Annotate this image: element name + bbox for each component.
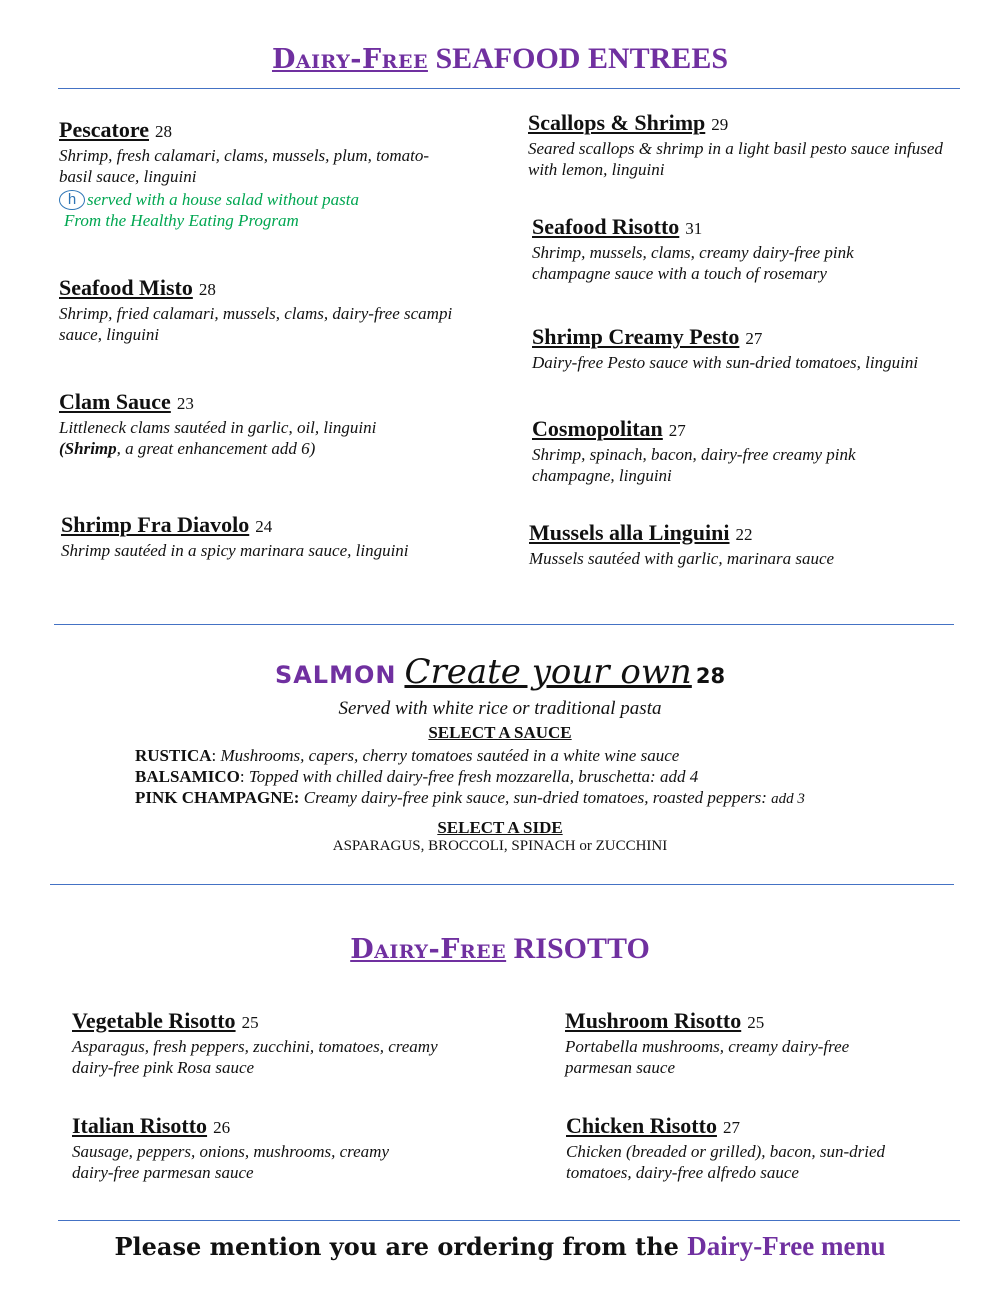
note-shrimp: Shrimp — [64, 439, 117, 458]
item-description: Sausage, peppers, onions, mushrooms, creamy dairy-free parmesan sauce — [72, 1142, 389, 1182]
item-price: 27 — [722, 1118, 740, 1137]
item-description: Seared scallops & shrimp in a light basil pesto sauce infused with lemon, linguini — [528, 139, 943, 179]
healthy-h-icon: h — [59, 190, 85, 210]
sauce-sep: : — [211, 746, 217, 765]
salmon-served-with: Served with white rice or traditional pasta — [338, 698, 662, 719]
risotto-heading — [0, 932, 1000, 966]
sauce-option-balsamico — [135, 766, 698, 787]
note-open: ( — [59, 439, 65, 458]
salmon-create-your-own: Create your own — [404, 652, 692, 692]
seafood-heading-dairy-free: Dairy-Free — [271, 44, 428, 75]
item-name: Clam Sauce — [59, 389, 171, 414]
item-description: Asparagus, fresh peppers, zucchini, tomatoes, creamy dairy-free pink Rosa sauce — [72, 1037, 438, 1077]
sauce-sep: : — [239, 767, 245, 786]
sauce-option-pink-champagne — [135, 787, 805, 810]
menu-item-scallops-shrimp — [528, 110, 948, 180]
clam-enhancement-note — [59, 438, 479, 459]
menu-item-cosmopolitan — [532, 416, 912, 486]
item-price: 31 — [685, 219, 703, 238]
item-description: Littleneck clams sautéed in garlic, oil, linguini — [59, 418, 377, 437]
item-name: Mussels alla Linguini — [529, 520, 730, 545]
menu-item-shrimp-fra-diavolo — [61, 512, 481, 561]
sauce-option-rustica — [135, 745, 679, 766]
item-name: Scallops & Shrimp — [528, 110, 706, 135]
menu-item-seafood-risotto — [532, 214, 912, 284]
menu-item-mussels-alla-linguini — [529, 520, 949, 569]
menu-item-vegetable-risotto — [72, 1008, 452, 1078]
item-price: 25 — [747, 1013, 765, 1032]
menu-item-seafood-misto — [59, 275, 459, 345]
item-description: Chicken (breaded or grilled), bacon, sun-dried tomatoes, dairy-free alfredo sauce — [566, 1142, 885, 1182]
salmon-title: SALMON — [274, 661, 397, 689]
seafood-heading-rest: SEAFOOD ENTREES — [435, 42, 729, 75]
item-name: Shrimp Fra Diavolo — [61, 512, 250, 537]
item-price: 24 — [255, 517, 273, 536]
select-side-heading — [0, 818, 1000, 838]
item-name: Seafood Risotto — [532, 214, 680, 239]
item-description: Shrimp sautéed in a spicy marinara sauce, linguini — [61, 541, 409, 560]
risotto-heading-dairy-free: Dairy-Free — [350, 934, 507, 965]
item-description: Dairy-free Pesto sauce with sun-dried tomatoes, linguini — [532, 353, 919, 372]
select-sauce-label: SELECT A SAUCE — [428, 723, 572, 742]
healthy-note-line1: served with a house salad without pasta — [87, 190, 359, 209]
sauce-addon: add 3 — [771, 791, 805, 807]
item-name: Chicken Risotto — [566, 1113, 717, 1138]
sauce-name: BALSAMICO — [135, 767, 240, 786]
sauce-desc: Mushrooms, capers, cherry tomatoes sautéed in a white wine sauce — [220, 746, 680, 765]
item-description: Shrimp, spinach, bacon, dairy-free creamy pink champagne, linguini — [532, 445, 856, 485]
item-description: Portabella mushrooms, creamy dairy-free parmesan sauce — [565, 1037, 850, 1077]
salmon-heading — [0, 652, 1000, 692]
item-price: 28 — [198, 280, 216, 299]
footer-note — [0, 1231, 1000, 1262]
item-description: Shrimp, mussels, clams, creamy dairy-free pink champagne sauce with a touch of rosemary — [532, 243, 854, 283]
seafood-bottom-rule — [54, 624, 954, 625]
seafood-heading — [0, 42, 1000, 76]
item-price: 23 — [176, 394, 194, 413]
menu-item-mushroom-risotto — [565, 1008, 895, 1078]
sauce-desc: Creamy dairy-free pink sauce, sun-dried tomatoes, roasted peppers: — [303, 788, 767, 807]
healthy-note — [59, 189, 459, 210]
item-price: 22 — [735, 525, 753, 544]
item-description: Shrimp, fresh calamari, clams, mussels, plum, tomato-basil sauce, linguini — [59, 146, 430, 186]
select-side-label: SELECT A SIDE — [437, 818, 563, 837]
seafood-top-rule — [58, 88, 960, 89]
salmon-bottom-rule — [50, 884, 954, 885]
item-price: 27 — [745, 329, 763, 348]
menu-item-pescatore — [59, 117, 459, 231]
item-name: Cosmopolitan — [532, 416, 663, 441]
item-price: 28 — [155, 122, 172, 141]
risotto-heading-rest: RISOTTO — [513, 932, 650, 965]
note-rest: , a great enhancement add 6) — [116, 439, 316, 458]
side-options: ASPARAGUS, BROCCOLI, SPINACH or ZUCCHINI — [332, 838, 668, 854]
item-description: Mussels sautéed with garlic, marinara sauce — [529, 549, 835, 568]
select-sauce-heading — [0, 723, 1000, 743]
menu-item-italian-risotto — [72, 1113, 392, 1183]
sauce-desc: Topped with chilled dairy-free fresh mozzarella, bruschetta: add 4 — [248, 767, 699, 786]
item-name: Vegetable Risotto — [72, 1008, 236, 1033]
item-price: 29 — [711, 115, 729, 134]
sauce-name: RUSTICA — [135, 746, 212, 765]
item-name: Seafood Misto — [59, 275, 193, 300]
item-description: Shrimp, fried calamari, mussels, clams, dairy-free scampi sauce, linguini — [59, 304, 453, 344]
footer-dairy-free-menu: Dairy-Free menu — [687, 1231, 886, 1261]
item-price: 26 — [213, 1118, 231, 1137]
item-price: 27 — [668, 421, 686, 440]
menu-item-chicken-risotto — [566, 1113, 926, 1183]
item-name: Mushroom Risotto — [565, 1008, 742, 1033]
item-name: Italian Risotto — [72, 1113, 208, 1138]
sauce-name: PINK CHAMPAGNE: — [135, 788, 300, 807]
item-name: Pescatore — [59, 117, 149, 142]
footer-rule — [58, 1220, 960, 1221]
healthy-program-line: From the Healthy Eating Program — [64, 211, 299, 230]
salmon-price: 28 — [695, 664, 726, 688]
footer-text: Please mention you are ordering from the — [114, 1232, 679, 1261]
menu-item-clam-sauce — [59, 389, 479, 459]
menu-item-shrimp-creamy-pesto — [532, 324, 972, 373]
item-name: Shrimp Creamy Pesto — [532, 324, 740, 349]
item-price: 25 — [241, 1013, 259, 1032]
